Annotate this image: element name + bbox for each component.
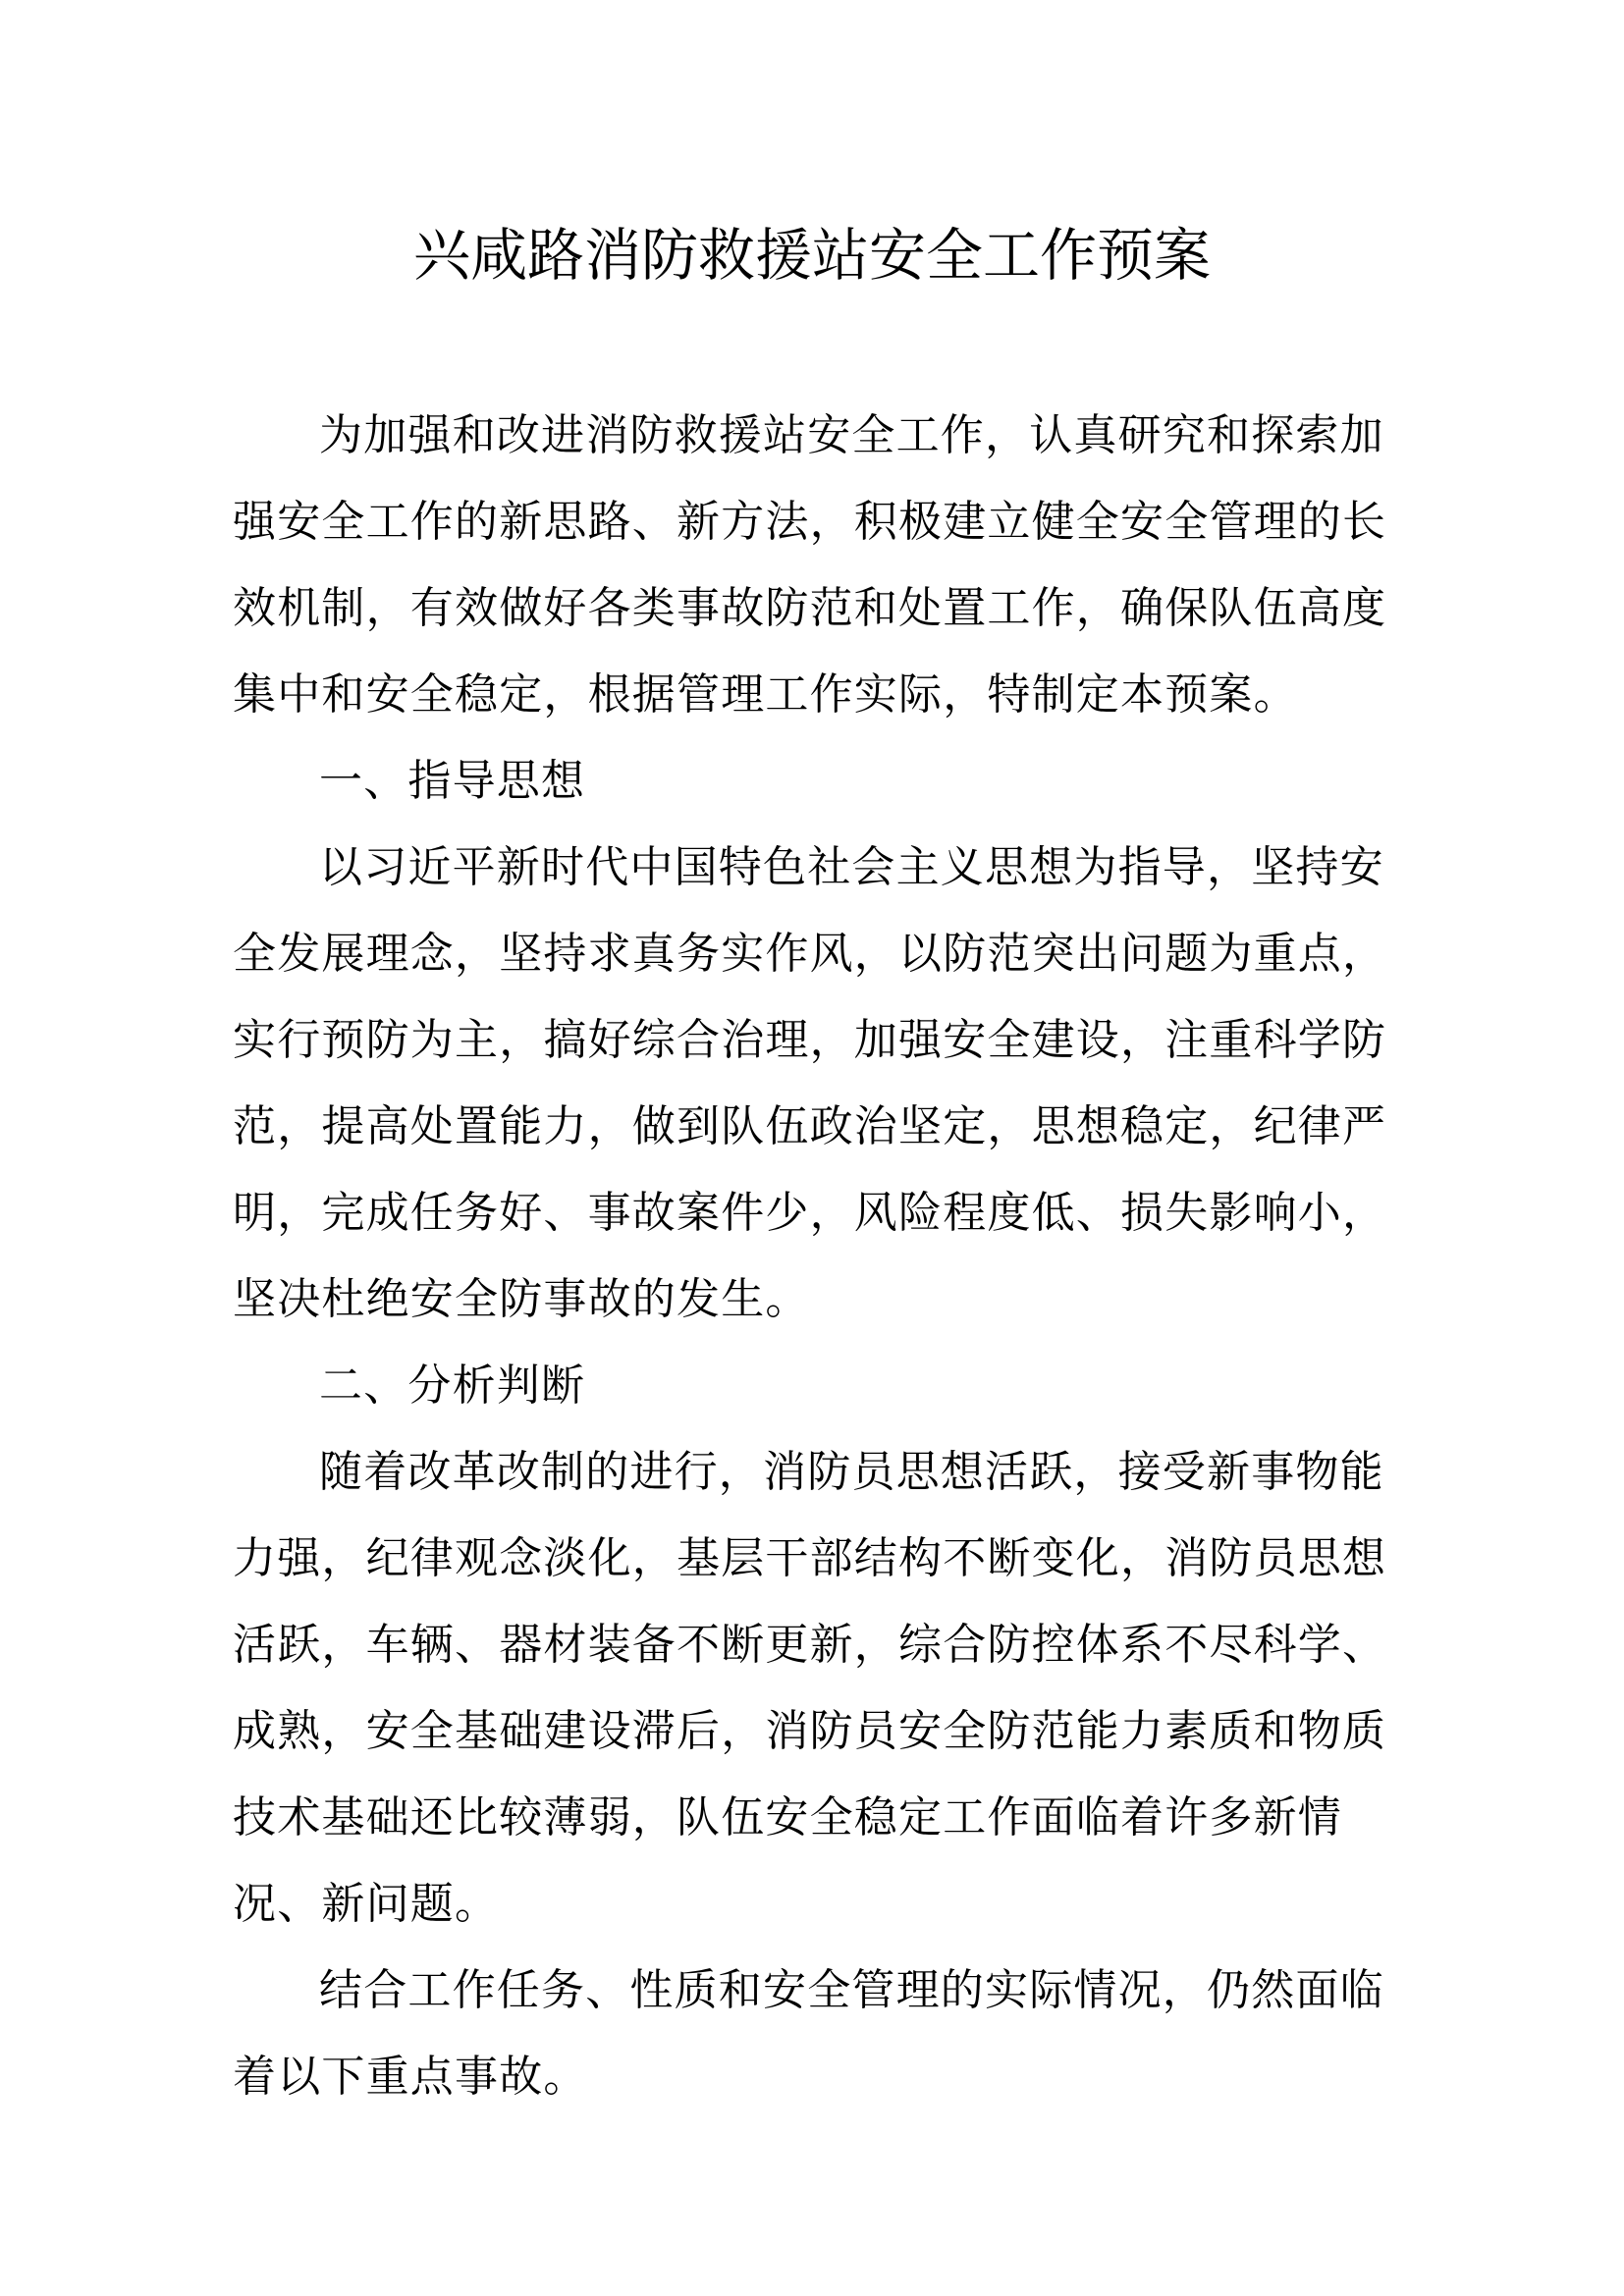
document-body bbox=[233, 393, 1387, 2120]
document-title: 兴咸路消防救援站安全工作预案 bbox=[412, 222, 1211, 289]
section-heading: 二、分析判断 bbox=[319, 1361, 586, 1411]
text-line: 随着改革改制的进行，消防员思想活跃，接受新事物能 bbox=[319, 1447, 1384, 1497]
text-line: 为加强和改进消防救援站安全工作，认真研究和探索加 bbox=[319, 410, 1384, 460]
text-line: 况、新问题。 bbox=[233, 1879, 500, 1929]
text-line: 明，完成任务好、事故案件少，风险程度低、损失影响小， bbox=[233, 1188, 1387, 1238]
text-line: 坚决杜绝安全防事故的发生。 bbox=[233, 1274, 810, 1324]
text-line: 范，提高处置能力，做到队伍政治坚定，思想稳定，纪律严 bbox=[233, 1101, 1387, 1151]
text-line: 集中和安全稳定，根据管理工作实际，特制定本预案。 bbox=[233, 669, 1298, 720]
text-line: 实行预防为主，搞好综合治理，加强安全建设，注重科学防 bbox=[233, 1015, 1387, 1065]
paragraph-guiding-ideology bbox=[233, 825, 1387, 1343]
paragraph-key-incidents bbox=[233, 1948, 1384, 2120]
section-heading-guiding-ideology bbox=[233, 738, 1381, 825]
text-line: 活跃，车辆、器材装备不断更新，综合防控体系不尽科学、 bbox=[233, 1620, 1387, 1670]
text-line: 技术基础还比较薄弱，队伍安全稳定工作面临着许多新情 bbox=[233, 1792, 1342, 1842]
paragraph-intro bbox=[233, 393, 1387, 738]
paragraph-analysis bbox=[233, 1429, 1387, 1948]
text-line: 强安全工作的新思路、新方法，积极建立健全安全管理的长 bbox=[233, 497, 1387, 547]
text-line: 效机制，有效做好各类事故防范和处置工作，确保队伍高度 bbox=[233, 583, 1387, 633]
text-line: 着以下重点事故。 bbox=[233, 2052, 588, 2102]
section-heading: 一、指导思想 bbox=[319, 756, 586, 806]
text-line: 以习近平新时代中国特色社会主义思想为指导，坚持安 bbox=[319, 842, 1384, 892]
text-line: 全发展理念，坚持求真务实作风，以防范突出问题为重点， bbox=[233, 929, 1387, 979]
section-heading-analysis bbox=[233, 1343, 1381, 1429]
text-line: 力强，纪律观念淡化，基层干部结构不断变化，消防员思想 bbox=[233, 1533, 1387, 1583]
text-line: 成熟，安全基础建设滞后，消防员安全防范能力素质和物质 bbox=[233, 1706, 1387, 1756]
text-line: 结合工作任务、性质和安全管理的实际情况，仍然面临 bbox=[319, 1965, 1384, 2015]
